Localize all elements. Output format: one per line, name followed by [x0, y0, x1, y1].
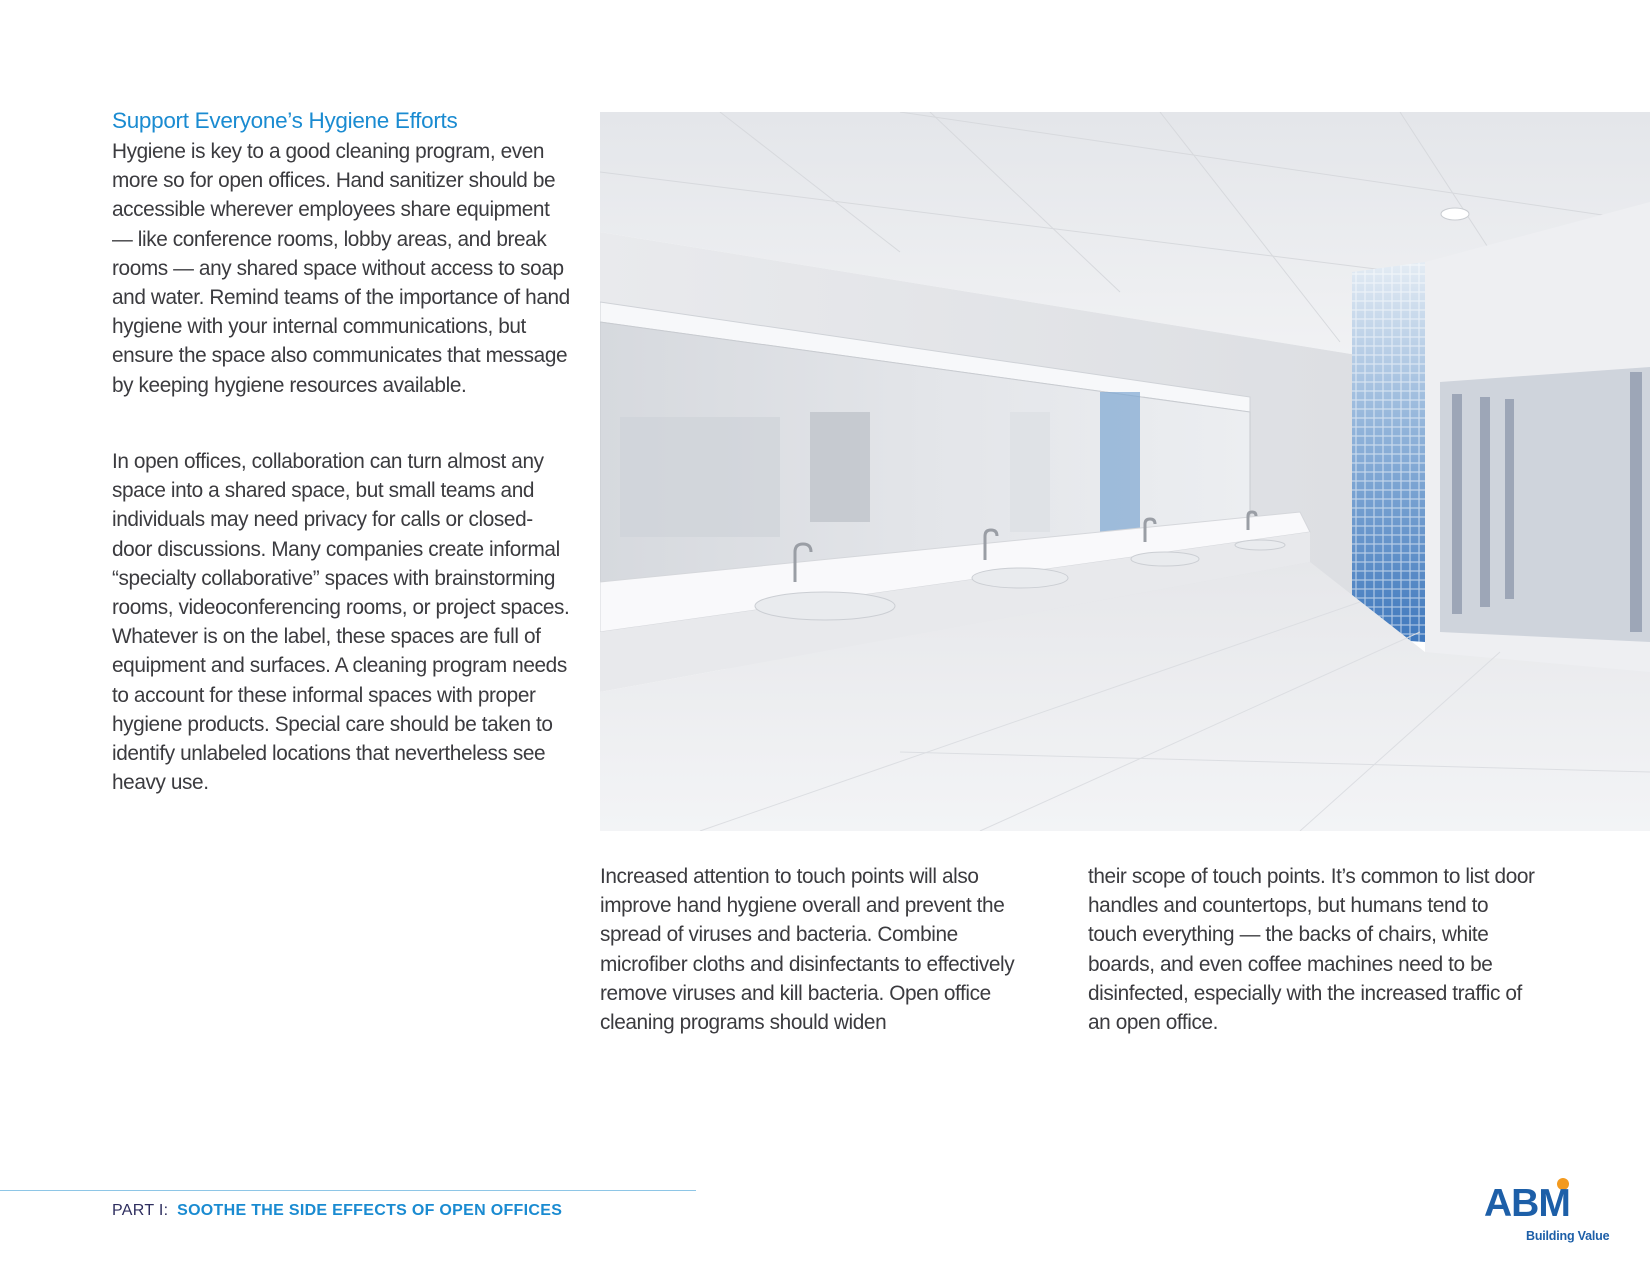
logo-brand-text: ABM: [1484, 1182, 1570, 1225]
footer-section-label: [112, 1202, 562, 1220]
footer-divider: [0, 1190, 696, 1191]
logo-tagline: Building Value: [1526, 1229, 1610, 1243]
body-paragraph-1: Hygiene is key to a good cleaning program, even more so for open offices. Hand sanitizer should be accessible wherever employees share equipment — like conference rooms, lobby areas, and break rooms — any shared space without access to soap and water. Remind teams of the importance of hand hygiene with your internal communications, but ensure the space also communicates that message by keeping hygiene resources available.: [112, 140, 570, 397]
body-paragraph-2: In open offices, collaboration can turn almost any space into a shared space, but small teams and individuals may need privacy for calls or closed-door discussions. Many companies create informal “specialty collaborative” spaces with brainstorming rooms, videoconferencing rooms, or project spaces. Whatever is on the label, these spaces are full of equipment and surfaces. A cleaning program needs to account for these informal spaces with proper hygiene products. Special care should be taken to identify unlabeled locations that nevertheless see heavy use.: [112, 450, 570, 795]
body-paragraph-4: their scope of touch points. It’s common to list door handles and countertops, but humans tend to touch everything — the backs of chairs, white boards, and even coffee machines need to be disinfected, especially with the increased traffic of an open office.: [1088, 865, 1535, 1035]
footer-section-title: SOOTHE THE SIDE EFFECTS OF OPEN OFFICES: [177, 1202, 563, 1219]
footer-part-label: PART I:: [112, 1202, 169, 1219]
abm-logo: [1484, 1178, 1610, 1248]
restroom-photo: [600, 112, 1650, 831]
body-paragraph-3: Increased attention to touch points will also improve hand hygiene overall and prevent the spread of viruses and bacteria. Combine microfiber cloths and disinfectants to effectively remove viruses and kill bacteria. Open office cleaning programs should widen: [600, 865, 1015, 1035]
section-heading: Support Everyone’s Hygiene Efforts: [112, 108, 458, 133]
